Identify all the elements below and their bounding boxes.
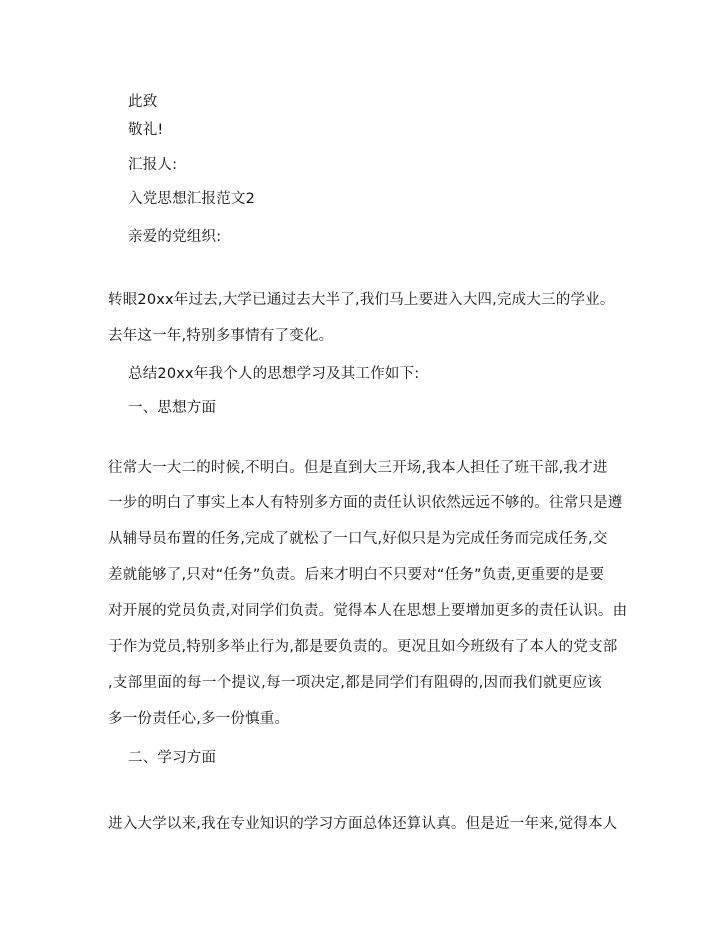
- reporter-label: 汇报人:: [128, 157, 178, 173]
- closing-salute-1: 此致: [128, 94, 158, 110]
- summary-line: 总结20xx年我个人的思想学习及其工作如下:: [128, 366, 420, 382]
- paragraph-line: 对开展的党员负责,对同学们负责。觉得本人在思想上要增加更多的责任认识。由: [108, 603, 628, 619]
- paragraph-line: ,支部里面的每一个提议,每一项决定,都是同学们有阻碍的,因而我们就更应该: [108, 675, 602, 691]
- paragraph-line: 于作为党员,特别多举止行为,都是要负责的。更况且如今班级有了本人的党支部: [108, 639, 618, 655]
- paragraph-line: 从辅导员布置的任务,完成了就松了一口气,好似只是为完成任务而完成任务,交: [108, 531, 608, 547]
- section-heading-study: 二、学习方面: [128, 750, 217, 766]
- paragraph-line: 差就能够了,只对“任务”负责。后来才明白不只要对“任务”负责,更重要的是要: [108, 567, 605, 583]
- paragraph-line: 进入大学以来,我在专业知识的学习方面总体还算认真。但是近一年来,觉得本人: [108, 816, 618, 832]
- article-title: 入党思想汇报范文2: [128, 191, 256, 207]
- section-heading-thought: 一、思想方面: [128, 400, 217, 416]
- greeting: 亲爱的党组织:: [128, 229, 222, 245]
- intro-line-1: 转眼20xx年过去,大学已通过去大半了,我们马上要进入大四,完成大三的学业。: [108, 292, 615, 308]
- closing-salute-2: 敬礼!: [128, 122, 164, 138]
- paragraph-line: 往常大一大二的时候,不明白。但是直到大三开场,我本人担任了班干部,我才进: [108, 460, 608, 476]
- paragraph-line: 一步的明白了事实上本人有特别多方面的责任认识依然远远不够的。往常只是遵: [108, 495, 623, 511]
- paragraph-line: 多一份责任心,多一份慎重。: [108, 711, 290, 727]
- intro-line-2: 去年这一年,特别多事情有了变化。: [108, 328, 334, 344]
